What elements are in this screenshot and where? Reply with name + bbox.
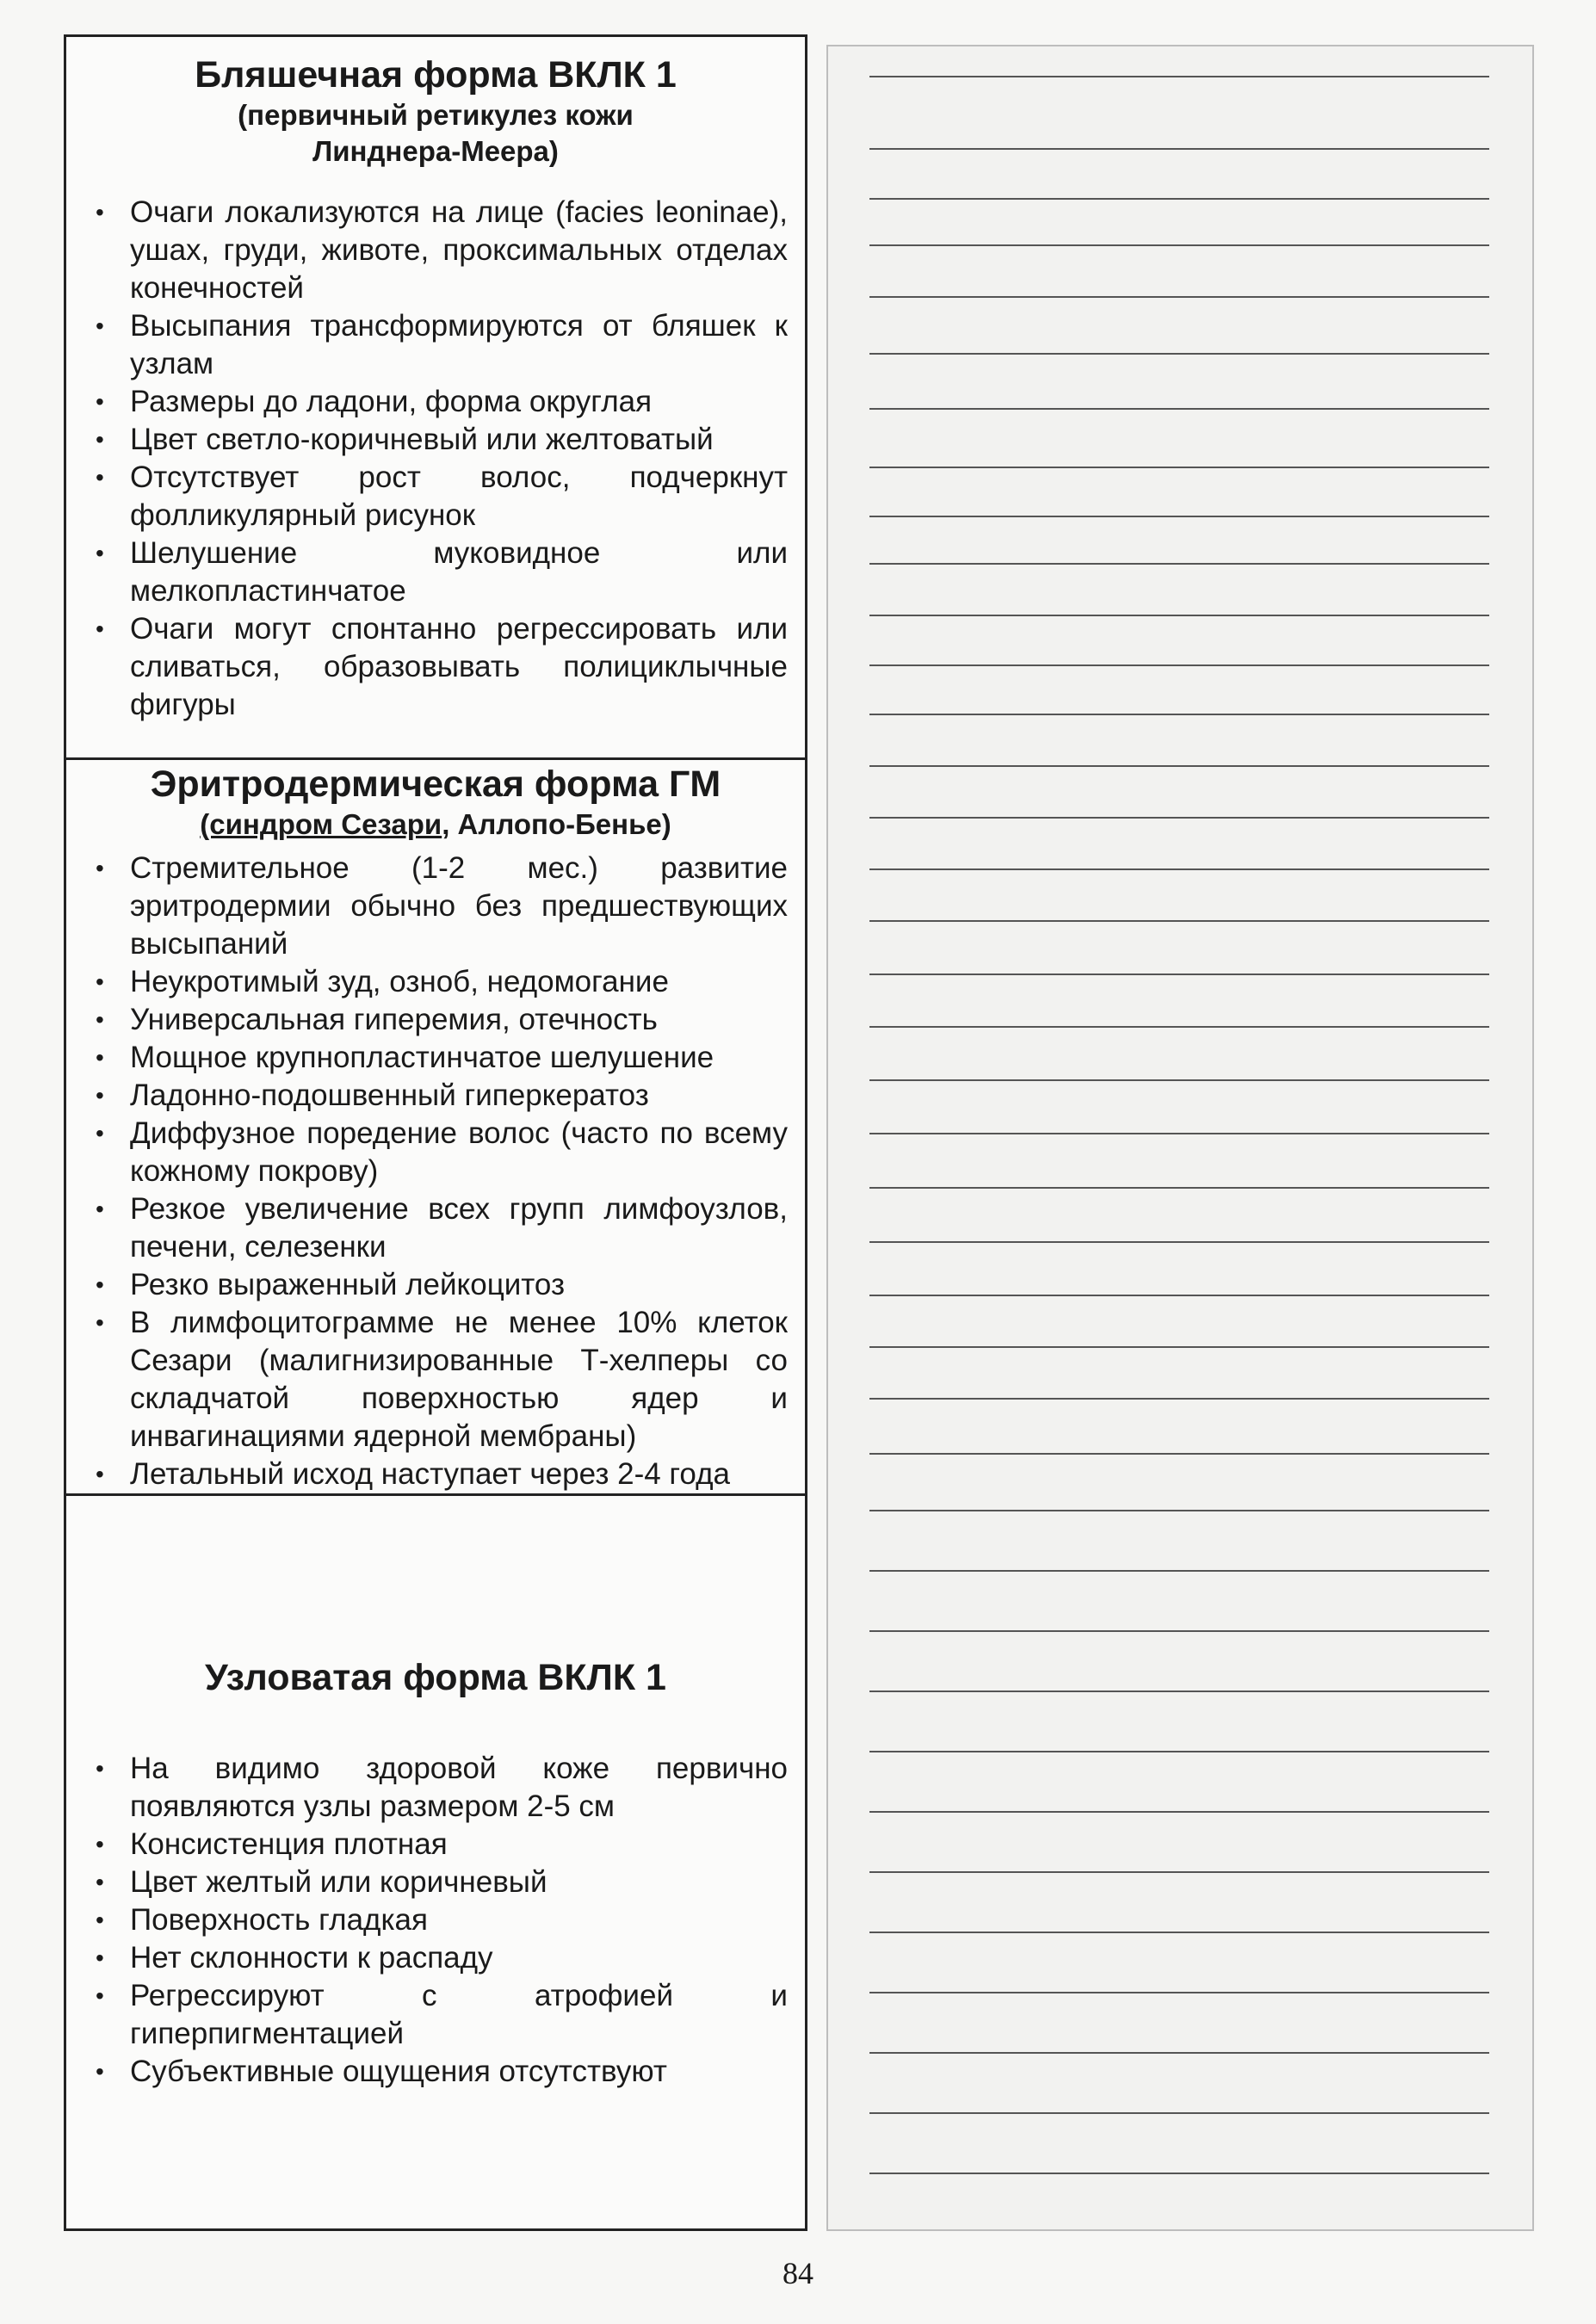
list-item: • Ладонно-подошвенный гиперкератоз (82, 1077, 788, 1115)
ruled-line (869, 1932, 1489, 1933)
list-item: • Резкое увеличение всех групп лимфоузлов, печени, селезенки (82, 1190, 788, 1266)
ruled-line (869, 244, 1489, 246)
ruled-line (869, 1346, 1489, 1348)
bullet-list (66, 1750, 805, 2091)
list-item: • Цвет желтый или коричневый (82, 1864, 788, 1901)
list-item: • Очаги локализуются на лице (facies leoninae), ушах, груди, животе, проксимальных отделах конечностей (82, 194, 788, 307)
list-item: • Отсутствует рост волос, подчеркнут фолликулярный рисунок (82, 459, 788, 535)
ruled-line (869, 714, 1489, 715)
list-item: • Диффузное поредение волос (часто по всему кожному покрову) (82, 1115, 788, 1190)
bullet-list (66, 194, 805, 724)
ruled-line (869, 1241, 1489, 1243)
syndrome-name: (синдром Сезари (200, 808, 442, 840)
ruled-line (869, 973, 1489, 975)
ruled-line (869, 148, 1489, 150)
section-divider (66, 757, 805, 760)
list-item: • Цвет светло-коричневый или желтоватый (82, 421, 788, 459)
ruled-line (869, 563, 1489, 565)
ruled-line (869, 1187, 1489, 1189)
ruled-line (869, 2112, 1489, 2114)
ruled-line (869, 920, 1489, 922)
ruled-line (869, 1510, 1489, 1511)
list-item: • Субъективные ощущения отсутствуют (82, 2053, 788, 2091)
ruled-line (869, 467, 1489, 468)
page-number: 84 (783, 2256, 813, 2290)
list-item: • Универсальная гиперемия, отечность (82, 1001, 788, 1039)
list-item: • Резко выраженный лейкоцитоз (82, 1266, 788, 1304)
ruled-line (869, 1570, 1489, 1572)
ruled-line (869, 1871, 1489, 1873)
ruled-line (869, 198, 1489, 200)
section-title: Узловатая форма ВКЛК 1 (205, 1657, 666, 1698)
ruled-line (869, 353, 1489, 355)
ruled-line (869, 817, 1489, 819)
ruled-line (869, 664, 1489, 666)
section-title: Эритродермическая форма ГМ (150, 763, 721, 805)
section-divider (66, 1493, 805, 1496)
ruled-line (869, 1992, 1489, 1993)
list-item: • Консистенция плотная (82, 1826, 788, 1864)
ruled-line (869, 76, 1489, 77)
ruled-line (869, 1751, 1489, 1752)
list-item: • Шелушение муковидное или мелкопластинчатое (82, 535, 788, 610)
list-item: • Очаги могут спонтанно регрессировать или сливаться, образовывать полициклычные фигуры (82, 610, 788, 724)
ruled-line (869, 296, 1489, 298)
right-column-ruled-area (826, 45, 1534, 2231)
left-column-table (64, 34, 807, 2231)
section-erythrodermic-form (66, 762, 805, 1493)
bullet-list (66, 850, 805, 1493)
list-item: • Высыпания трансформируются от бляшек к узлам (82, 307, 788, 383)
section-subtitle-line2: Линднера-Меера) (312, 135, 559, 167)
ruled-line (869, 868, 1489, 870)
list-item: • Размеры до ладони, форма округлая (82, 383, 788, 421)
list-item: • Стремительное (1-2 мес.) развитие эритродермии обычно без предшествующих высыпаний (82, 850, 788, 963)
section-subtitle (66, 807, 805, 843)
list-item: • В лимфоцитограмме не менее 10% клеток Сезари (малигнизированные Т-хелперы со складчатой поверхностью ядер и инвагинациями ядерной мембраны) (82, 1304, 788, 1456)
ruled-line (869, 1690, 1489, 1692)
ruled-line (869, 765, 1489, 767)
list-item: • Регрессируют с атрофией и гиперпигментацией (82, 1977, 788, 2053)
ruled-line (869, 1295, 1489, 1296)
ruled-line (869, 516, 1489, 517)
ruled-line (869, 1811, 1489, 1813)
section-plaque-form (66, 53, 805, 724)
section-subtitle-line1: (первичный ретикулез кожи (238, 99, 634, 131)
ruled-line (869, 1026, 1489, 1028)
list-item: • Мощное крупнопластинчатое шелушение (82, 1039, 788, 1077)
list-item: • Летальный исход наступает через 2-4 года (82, 1456, 788, 1493)
ruled-line (869, 1133, 1489, 1134)
list-item: • На видимо здоровой коже первично появляются узлы размером 2-5 см (82, 1750, 788, 1826)
ruled-line (869, 2173, 1489, 2174)
syndrome-alt-name: , Аллопо-Бенье) (442, 808, 671, 840)
list-item: • Нет склонности к распаду (82, 1939, 788, 1977)
list-item: • Поверхность гладкая (82, 1901, 788, 1939)
ruled-line (869, 1398, 1489, 1400)
ruled-line (869, 1630, 1489, 1632)
ruled-line (869, 1453, 1489, 1455)
ruled-line (869, 408, 1489, 410)
section-title: Бляшечная форма ВКЛК 1 (195, 54, 677, 96)
ruled-line (869, 615, 1489, 616)
section-nodular-form (66, 1655, 805, 2091)
ruled-line (869, 1079, 1489, 1081)
list-item: • Неукротимый зуд, озноб, недомогание (82, 963, 788, 1001)
ruled-line (869, 2052, 1489, 2054)
